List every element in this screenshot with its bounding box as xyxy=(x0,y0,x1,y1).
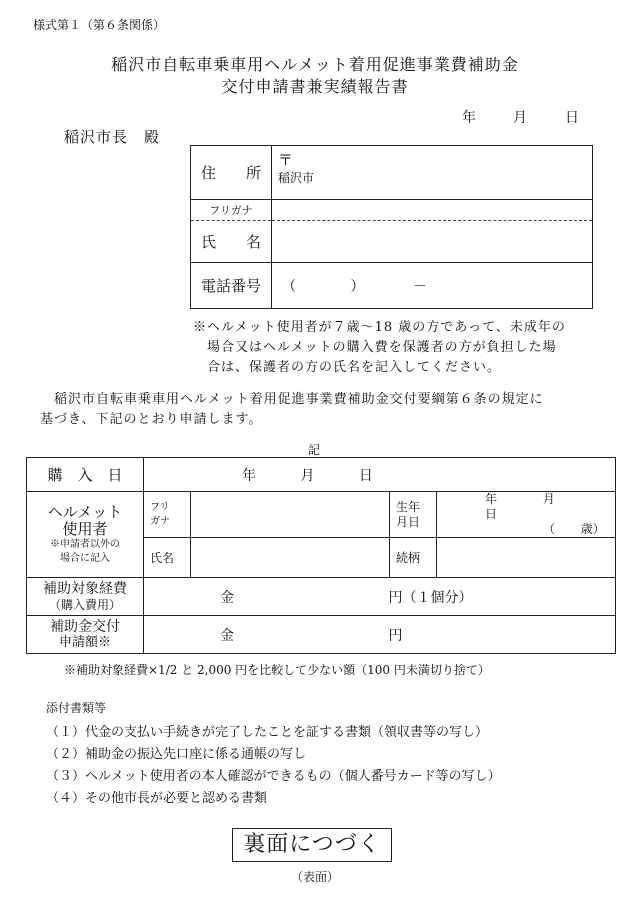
relation-label: 続柄 xyxy=(390,538,437,578)
user-note-2: 場合に記入 xyxy=(60,552,110,564)
cost-yen: 円（１個分） xyxy=(388,589,473,606)
title-line1: 稲沢市自転車乗車用ヘルメット着用促進事業費補助金 xyxy=(111,55,519,74)
pd-month: 月 xyxy=(300,467,315,484)
purchase-date-label: 購 入 日 xyxy=(27,458,144,492)
address-label: 住 所 xyxy=(191,146,272,200)
user-name-field[interactable] xyxy=(191,538,390,578)
birth-day: 日 xyxy=(485,507,498,521)
date-month-label: 月 xyxy=(513,110,527,126)
details-table xyxy=(26,457,616,654)
continue-label: 裏面につづく xyxy=(243,832,381,857)
body-line-1: 稲沢市自転車乗車用ヘルメット着用促進事業費補助金交付要綱第６条の規定に xyxy=(54,392,544,407)
pd-day: 日 xyxy=(358,467,373,484)
note-line-3: 合は、保護者の方の氏名を記入してください。 xyxy=(207,360,502,375)
calc-note: ※補助対象経費×1/2 と 2,000 円を比較して少ない額（100 円未満切り捨て） xyxy=(64,663,490,677)
attachment-2: （２）補助金の振込先口座に係る通帳の写し xyxy=(46,747,307,762)
form-number: 様式第１（第６条関係） xyxy=(33,18,166,32)
address-field[interactable] xyxy=(272,146,593,200)
birth-field[interactable] xyxy=(437,492,616,538)
page-side: （表面） xyxy=(290,870,339,884)
grant-label xyxy=(27,616,144,654)
grant-label-1: 補助金交付 xyxy=(50,618,120,635)
furigana-label: フリガナ xyxy=(191,200,272,221)
address-city: 稲沢市 xyxy=(278,171,315,185)
attachment-4: （４）その他市長が必要と認める書類 xyxy=(46,791,268,806)
birth-2: 月日 xyxy=(396,514,421,529)
cost-label-2: （購入費用） xyxy=(48,597,121,612)
date-day-label: 日 xyxy=(565,110,579,126)
user-note-1: ※申請者以外の xyxy=(50,538,120,550)
name-field[interactable] xyxy=(272,221,593,263)
phone-dash: － xyxy=(412,278,427,295)
cost-label-1: 補助対象経費 xyxy=(43,580,127,597)
user-name-label: 氏名 xyxy=(144,538,191,578)
ki-label: 記 xyxy=(308,443,321,457)
grant-field[interactable] xyxy=(144,616,616,654)
postal-mark: 〒 xyxy=(278,151,294,169)
grant-yen: 円 xyxy=(388,627,403,644)
addressee: 稲沢市長 殿 xyxy=(64,128,161,146)
attachment-1: （１）代金の支払い手続きが完了したことを証する書類（領収書等の写し） xyxy=(46,725,489,740)
continue-box xyxy=(232,828,392,862)
phone-open: （ xyxy=(282,278,296,295)
age-label: 歳） xyxy=(580,522,605,536)
grant-kin: 金 xyxy=(220,627,234,644)
cost-kin: 金 xyxy=(220,589,234,606)
attachment-3: （３）ヘルメット使用者の本人確認ができるもの（個人番号カード等の写し） xyxy=(46,769,501,784)
grant-label-2: 申請額※ xyxy=(58,634,111,650)
user-label-2: 使用者 xyxy=(62,519,108,538)
phone-field[interactable] xyxy=(272,263,593,309)
birth-label xyxy=(390,492,437,538)
pd-year: 年 xyxy=(242,467,256,484)
cost-field[interactable] xyxy=(144,578,616,616)
furigana-field[interactable] xyxy=(272,200,593,221)
date-year-label: 年 xyxy=(462,110,476,126)
helmet-user-label xyxy=(27,492,144,578)
note-line-2: 場合又はヘルメットの購入費を保護者の方が負担した場 xyxy=(207,340,557,355)
age-open: （ xyxy=(543,522,556,536)
title-line2: 交付申請書兼実績報告書 xyxy=(221,77,409,96)
phone-label: 電話番号 xyxy=(191,263,272,309)
applicant-table xyxy=(190,145,593,309)
birth-month: 月 xyxy=(542,492,555,506)
user-furigana-field[interactable] xyxy=(191,492,390,538)
birth-year: 年 xyxy=(485,492,498,506)
relation-field[interactable] xyxy=(437,538,616,578)
furi-2: ガナ xyxy=(150,515,170,527)
user-furigana-label xyxy=(144,492,191,538)
cost-label xyxy=(27,578,144,616)
purchase-date-field[interactable] xyxy=(144,458,616,492)
body-line-2: 基づき、下記のとおり申請します。 xyxy=(40,412,263,427)
furi-1: フリ xyxy=(150,501,170,513)
name-label: 氏 名 xyxy=(191,221,272,263)
attachments-title: 添付書類等 xyxy=(46,701,107,715)
birth-1: 生年 xyxy=(396,499,421,514)
phone-close: ） xyxy=(350,278,365,295)
note-line-1: ※ヘルメット使用者が７歳～18 歳の方であって、未成年の xyxy=(193,320,566,335)
user-label-1: ヘルメット xyxy=(47,502,123,521)
